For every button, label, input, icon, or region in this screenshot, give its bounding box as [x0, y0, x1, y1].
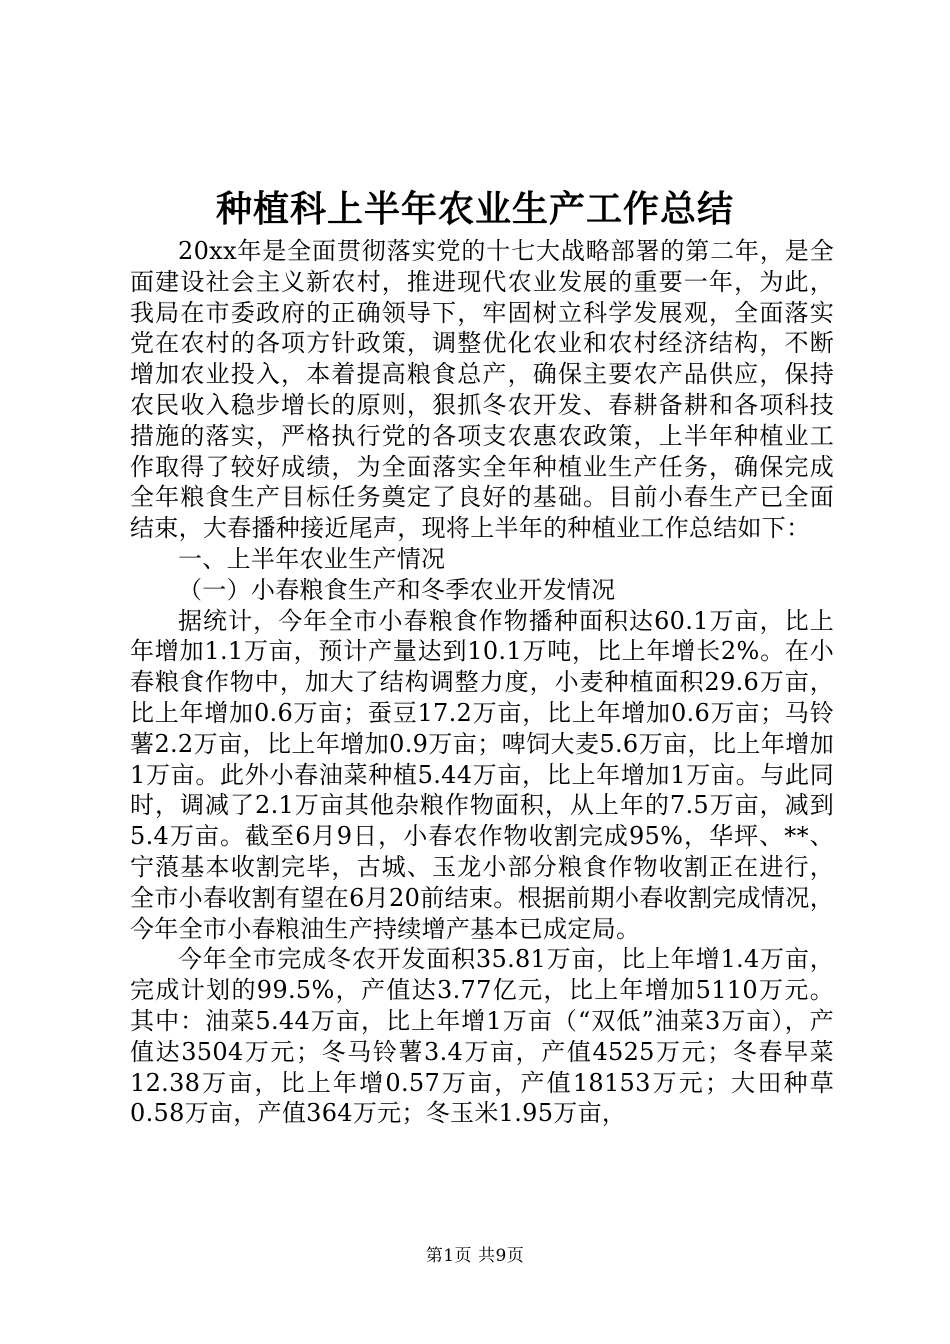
- paragraph-winter-agriculture: 今年全市完成冬农开发面积35.81万亩，比上年增1.4万亩，完成计划的99.5%，产值达3.77亿元，比上年增加5110万元。其中：油菜5.44万亩，比上年增1万亩（“双低”油菜3万亩），产值达3504万元；冬马铃薯3.4万亩，产值4525万元；冬春早菜12.38万亩，比上年增0.57万亩，产值18153万元；大田种草0.58万亩，产值364万元；冬玉米1.95万亩，: [130, 945, 834, 1128]
- page-number-footer: 第1页 共9页: [425, 1246, 525, 1266]
- subsection-heading: （一）小春粮食生产和冬季农业开发情况: [178, 575, 616, 604]
- document-title: 种植科上半年农业生产工作总结: [215, 189, 734, 230]
- document-body: [130, 236, 834, 1129]
- paragraph-statistics: 据统计，今年全市小春粮食作物播种面积达60.1万亩，比上年增加1.1万亩，预计产量达到10.1万吨，比上年增长2%。在小春粮食作物中，加大了结构调整力度，小麦种植面积29.6万亩，比上年增加0.6万亩；蚕豆17.2万亩，比上年增加0.6万亩；马铃薯2.2万亩，比上年增加0.9万亩；啤饲大麦5.6万亩，比上年增加1万亩。此外小春油菜种植5.44万亩，比上年增加1万亩。与此同时，调减了2.1万亩其他杂粮作物面积，从上年的7.5万亩，减到5.4万亩。截至6月9日，小春农作物收割完成95%，华坪、**、宁蒗基本收割完毕，古城、玉龙小部分粮食作物收割正在进行，全市小春收割有望在6月20前结束。根据前期小春收割完成情况，今年全市小春粮油生产持续增产基本已成定局。: [130, 606, 834, 943]
- section-heading: 一、上半年农业生产情况: [178, 544, 446, 573]
- paragraph-intro: 20xx年是全面贯彻落实党的十七大战略部署的第二年，是全面建设社会主义新农村，推进现代农业发展的重要一年，为此，我局在市委政府的正确领导下，牢固树立科学发展观，全面落实党在农村的各项方针政策，调整优化农业和农村经济结构，不断增加农业投入，本着提高粮食总产，确保主要农产品供应，保持农民收入稳步增长的原则，狠抓冬农开发、春耕备耕和各项科技措施的落实，严格执行党的各项支农惠农政策，上半年种植业工作取得了较好成绩，为全面落实全年种植业生产任务，确保完成全年粮食生产目标任务奠定了良好的基础。目前小春生产已全面结束，大春播种接近尾声，现将上半年的种植业工作总结如下：: [130, 237, 834, 543]
